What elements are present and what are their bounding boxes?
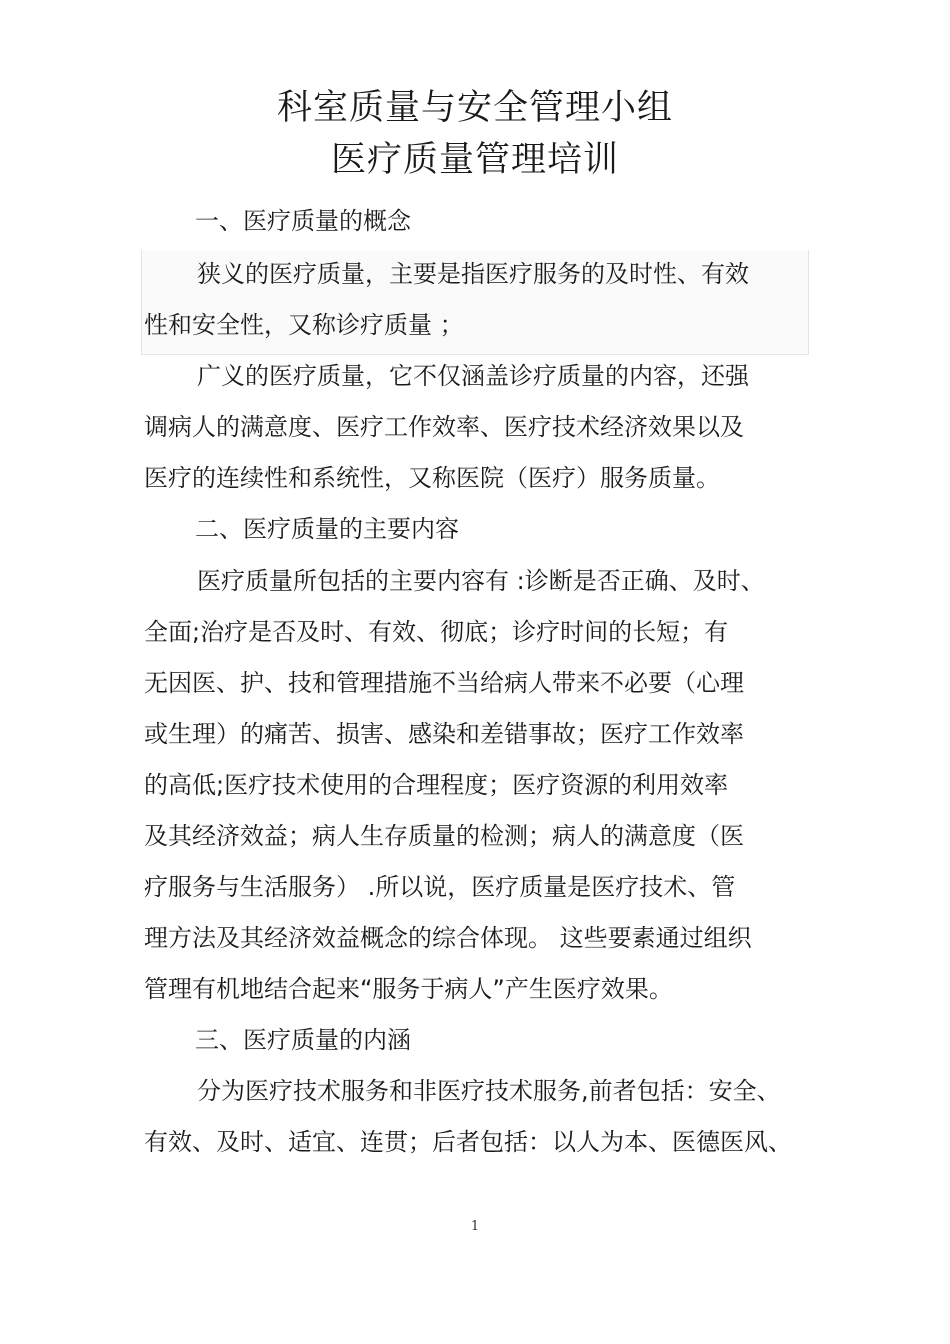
paragraph-line: 疗服务与生活服务） .所以说，医疗质量是医疗技术、管 xyxy=(144,873,736,901)
section-heading-connotation: 三、医疗质量的内涵 xyxy=(195,1026,411,1054)
page-title: 科室质量与安全管理小组 xyxy=(276,88,673,128)
paragraph-line: 广义的医疗质量，它不仅涵盖诊疗质量的内容，还强 xyxy=(197,362,749,390)
paragraph-line: 管理有机地结合起来“服务于病人”产生医疗效果。 xyxy=(144,975,673,1003)
paragraph-line: 医疗质量所包括的主要内容有 :诊断是否正确、及时、 xyxy=(197,567,765,595)
paragraph-line: 的高低;医疗技术使用的合理程度；医疗资源的利用效率 xyxy=(144,771,729,799)
page-subtitle: 医疗质量管理培训 xyxy=(330,140,619,180)
paragraph-line: 理方法及其经济效益概念的综合体现。 这些要素通过组织 xyxy=(144,924,752,952)
paragraph-line: 分为医疗技术服务和非医疗技术服务,前者包括：安全、 xyxy=(197,1077,781,1105)
paragraph-line: 无因医、护、技和管理措施不当给病人带来不必要（心理 xyxy=(144,669,744,697)
page-number: 1 xyxy=(470,1219,480,1234)
paragraph-line: 调病人的满意度、医疗工作效率、医疗技术经济效果以及 xyxy=(144,413,744,441)
paragraph-line: 狭义的医疗质量，主要是指医疗服务的及时性、有效 xyxy=(197,260,749,288)
paragraph-line: 或生理）的痛苦、损害、感染和差错事故；医疗工作效率 xyxy=(144,720,744,748)
paragraph-line: 及其经济效益；病人生存质量的检测；病人的满意度（医 xyxy=(144,822,744,850)
paragraph-line: 全面;治疗是否及时、有效、彻底；诊疗时间的长短；有 xyxy=(144,618,729,646)
paragraph-line: 医疗的连续性和系统性，又称医院（医疗）服务质量。 xyxy=(144,464,720,492)
section-heading-concept: 一、医疗质量的概念 xyxy=(195,207,411,235)
paragraph-line: 有效、及时、适宜、连贯；后者包括：以人为本、医德医风、 xyxy=(144,1128,792,1156)
paragraph-line: 性和安全性，又称诊疗质量 ； xyxy=(144,311,464,339)
section-heading-main-content: 二、医疗质量的主要内容 xyxy=(195,515,459,543)
